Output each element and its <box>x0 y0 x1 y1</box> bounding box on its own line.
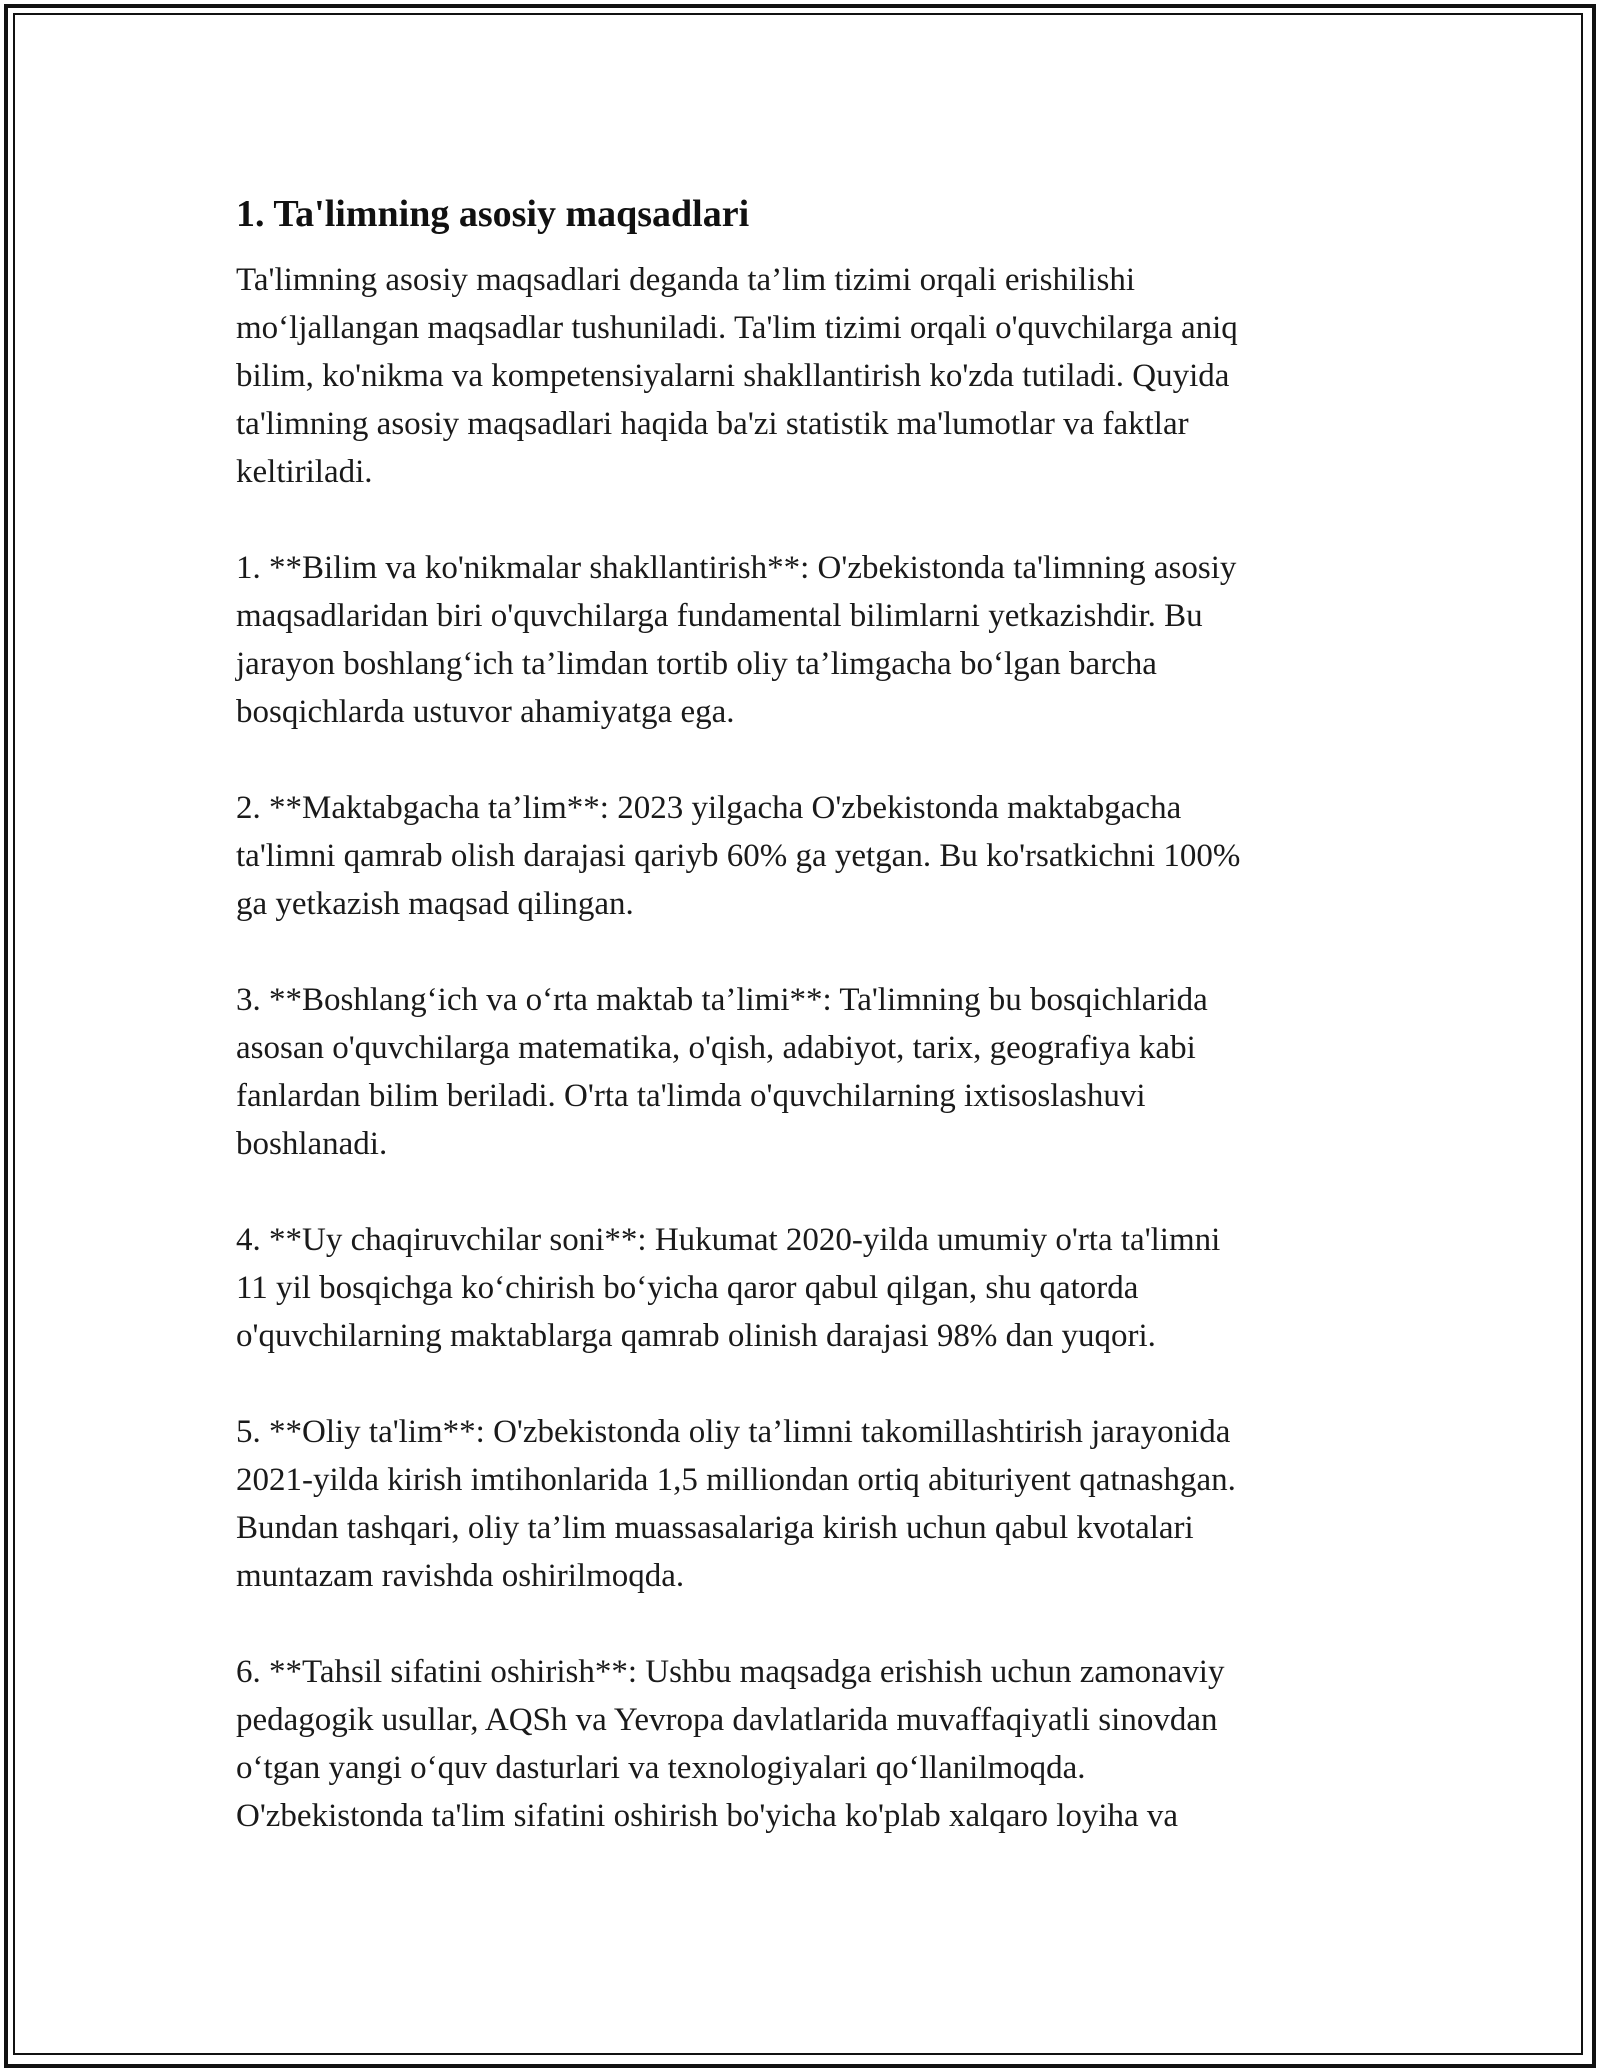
intro-paragraph: Ta'limning asosiy maqsadlari deganda ta’lim tizimi orqali erishilishi mo‘ljallangan maqsadlar tushuniladi. Ta'lim tizimi orqali o'quvchilarga aniq bilim, ko'nikma va kompetensiyalarni shakllantirish ko'zda tutiladi. Quyida ta'limning asosiy maqsadlari haqida ba'zi statistik ma'lumotlar va faktlar keltiriladi. <box>236 262 1238 490</box>
document-body <box>236 190 1366 1888</box>
list-item-enrollment: 4. **Uy chaqiruvchilar soni**: Hukumat 2020-yilda umumiy o'rta ta'limni 11 yil bosqichga ko‘chirish bo‘yicha qaror qabul qilgan, shu qatorda o'quvchilarning maktablarga qamrab olinish darajasi 98% dan yuqori. <box>236 1222 1221 1354</box>
section-heading: 1. Ta'limning asosiy maqsadlari <box>236 193 750 235</box>
list-item-preschool-education: 2. **Maktabgacha ta’lim**: 2023 yilgacha O'zbekistonda maktabgacha ta'limni qamrab olish darajasi qariyb 60% ga yetgan. Bu ko'rsatkichni 100% ga yetkazish maqsad qilingan. <box>236 790 1241 922</box>
list-item-education-quality: 6. **Tahsil sifatini oshirish**: Ushbu maqsadga erishish uchun zamonaviy pedagogik usullar, AQSh va Yevropa davlatlarida muvaffaqiyatli sinovdan o‘tgan yangi o‘quv dasturlari va texnologiyalari qo‘llanilmoqda. O'zbekistonda ta'lim sifatini oshirish bo'yicha ko'plab xalqaro loyiha va <box>236 1654 1225 1834</box>
list-item-knowledge-skills: 1. **Bilim va ko'nikmalar shakllantirish**: O'zbekistonda ta'limning asosiy maqsadlaridan biri o'quvchilarga fundamental bilimlarni yetkazishdir. Bu jarayon boshlang‘ich ta’limdan tortib oliy ta’limgacha bo‘lgan barcha bosqichlarda ustuvor ahamiyatga ega. <box>236 550 1237 730</box>
list-item-higher-education: 5. **Oliy ta'lim**: O'zbekistonda oliy ta’limni takomillashtirish jarayonida 2021-yilda kirish imtihonlarida 1,5 milliondan ortiq abituriyent qatnashgan. Bundan tashqari, oliy ta’lim muassasalariga kirish uchun qabul kvotalari muntazam ravishda oshirilmoqda. <box>236 1414 1236 1594</box>
list-item-primary-secondary-school: 3. **Boshlang‘ich va o‘rta maktab ta’limi**: Ta'limning bu bosqichlarida asosan o'quvchilarga matematika, o'qish, adabiyot, tarix, geografiya kabi fanlardan bilim beriladi. O'rta ta'limda o'quvchilarning ixtisoslashuvi boshlanadi. <box>236 982 1208 1162</box>
